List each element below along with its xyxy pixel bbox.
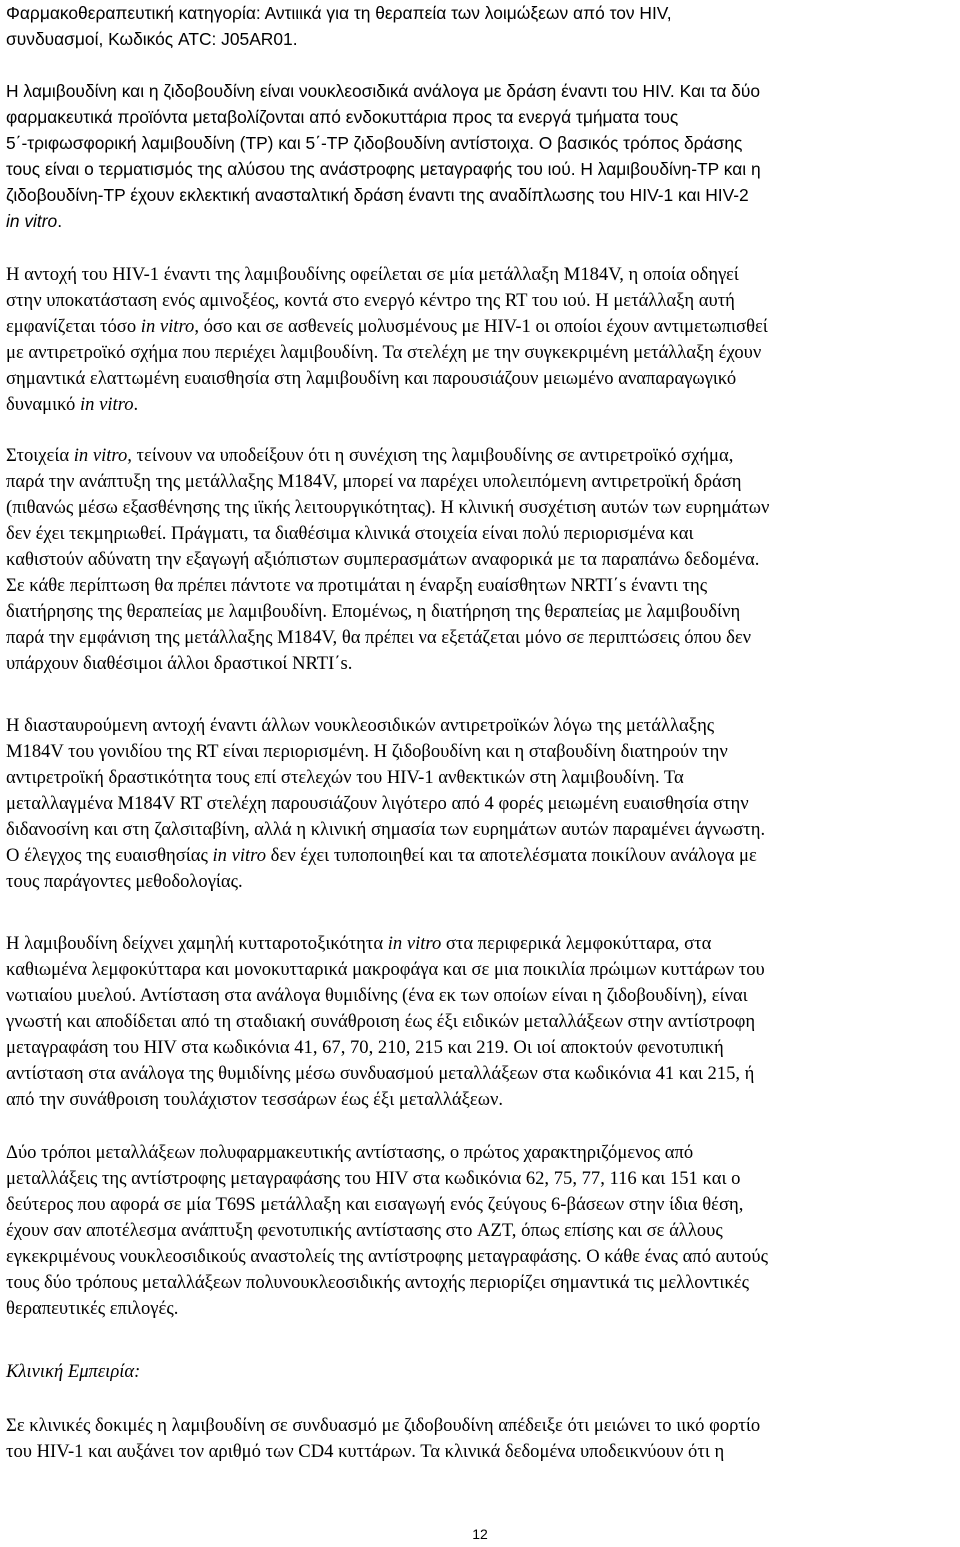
text-run: διδανοσίνη και στη ζαλσιταβίνη, αλλά η κλινική σημασία των ευρημάτων αυτών παραμένει άγνωστη. <box>6 819 766 840</box>
paragraph-resistance-m184v <box>6 262 954 418</box>
text-line <box>6 1166 954 1192</box>
text-run: θεραπευτικές επιλογές. <box>6 1298 179 1319</box>
paragraph-multidrug-resistance <box>6 1140 954 1322</box>
text-run: 5΄-τριφωσφορική λαμιβουδίνη (TP) και 5΄-TP ζιδοβουδίνη αντίστοιχα. Ο βασικός τρόπος δράσης <box>6 133 743 153</box>
italic-text-run: in vitro <box>80 394 134 415</box>
text-line <box>6 26 954 52</box>
text-run: στην υποκατάσταση ενός αμινοξέος, κοντά στο ενεργό κέντρο της RT του ιού. Η μετάλλαξη αυτή <box>6 290 735 311</box>
text-line <box>6 573 954 599</box>
text-line <box>6 314 954 340</box>
text-run: παρά την ανάπτυξη της μετάλλαξης M184V, μπορεί να παρέχει υπολειπόμενη αντιρετροϊκή δράση <box>6 471 742 492</box>
text-line <box>6 78 954 104</box>
text-run: Η διασταυρούμενη αντοχή έναντι άλλων νουκλεοσιδικών αντιρετροϊκών λόγω της μετάλλαξης <box>6 715 715 736</box>
text-run: Σε κάθε περίπτωση θα πρέπει πάντοτε να προτιμάται η έναρξη ευαίσθητων NRTI΄s έναντι της <box>6 575 708 596</box>
text-line <box>6 651 954 677</box>
text-line <box>6 0 954 26</box>
text-run: δεν έχει τυποποιηθεί και τα αποτελέσματα ποικίλουν ανάλογα με <box>266 845 757 866</box>
text-line <box>6 1413 954 1439</box>
text-line <box>6 443 954 469</box>
text-line <box>6 599 954 625</box>
text-line <box>6 957 954 983</box>
text-run: σημαντικά ελαττωμένη ευαισθησία στη λαμιβουδίνη και παρουσιάζουν μειωμένο αναπαραγωγικό <box>6 368 737 389</box>
text-run: Η αντοχή του HIV-1 έναντι της λαμιβουδίνης οφείλεται σε μία μετάλλαξη M184V, η οποία οδηγεί <box>6 264 739 285</box>
text-line <box>6 521 954 547</box>
text-line <box>6 791 954 817</box>
text-run: μεταλλάξεις της αντίστροφης μεταγραφάσης του HIV στα κωδικόνια 62, 75, 77, 116 και 151 και ο <box>6 1168 741 1189</box>
text-run: αντιρετροϊκή δραστικότητα τους επί στελεχών του HIV-1 ανθεκτικών στη λαμιβουδίνη. Τα <box>6 767 684 788</box>
text-line <box>6 495 954 521</box>
text-run: Ο έλεγχος της ευαισθησίας <box>6 845 213 866</box>
text-run: δυναμικό <box>6 394 80 415</box>
text-run: Στοιχεία <box>6 445 74 466</box>
italic-text-run: in vitro <box>387 933 442 954</box>
text-line <box>6 1192 954 1218</box>
text-line <box>6 1087 954 1113</box>
text-run: τους είναι ο τερματισμός της αλύσου της ανάστροφης μεταγραφής του ιού. Η λαμιβουδίνη-TP και η <box>6 159 761 179</box>
text-line <box>6 1218 954 1244</box>
text-run: τους παράγοντες μεθοδολογίας. <box>6 871 243 892</box>
text-line <box>6 156 954 182</box>
text-line <box>6 931 954 957</box>
text-run: φαρμακευτικά προϊόντα μεταβολίζονται από ενδοκυττάρια προς τα ενεργά τμήματα τους <box>6 107 679 127</box>
text-run: δεν έχει τεκμηριωθεί. Πράγματι, τα διαθέσιμα κλινικά στοιχεία είναι πολύ περιορισμένα και <box>6 523 694 544</box>
text-run: . <box>57 211 63 231</box>
text-line <box>6 366 954 392</box>
page-number: 12 <box>472 1526 488 1542</box>
text-run: Φαρμακοθεραπευτική κατηγορία: Αντιιικά για τη θεραπεία των λοιμώξεων από τον HIV, <box>6 3 672 23</box>
text-run: αντίσταση στα ανάλογα της θυμιδίνης μέσω συνδυασμού μεταλλάξεων στα κωδικόνια 41 και 215, ή <box>6 1063 755 1084</box>
text-line <box>6 1140 954 1166</box>
text-run: Σε κλινικές δοκιμές η λαμιβουδίνη σε συνδυασμό με ζιδοβουδίνη απέδειξε ότι μειώνει το ιικό φορτίο <box>6 1415 761 1436</box>
text-run: στα περιφερικά λεμφοκύτταρα, στα <box>441 933 712 954</box>
text-line <box>6 1244 954 1270</box>
text-run: μεταλλαγμένα M184V RT στελέχη παρουσιάζουν λιγότερο από 4 φορές μειωμένη ευαισθησία στην <box>6 793 749 814</box>
paragraph-cytotoxicity <box>6 931 954 1113</box>
text-line <box>6 625 954 651</box>
text-line <box>6 1296 954 1322</box>
text-line <box>6 1035 954 1061</box>
text-run: παρά την εμφάνιση της μετάλλαξης M184V, θα πρέπει να εξετάζεται μόνο σε περιπτώσεις όπου δεν <box>6 627 752 648</box>
text-run: δεύτερος που αφορά σε μία T69S μετάλλαξη και εισαγωγή ενός ζεύγους 6-βάσεων στην ίδια θέση, <box>6 1194 744 1215</box>
text-line <box>6 104 954 130</box>
text-run: (πιθανώς μέσω εξασθένησης της ιϊκής λειτουργικότητας). Η κλινική συσχέτιση αυτών των ευρημάτων <box>6 497 770 518</box>
text-run: υπάρχουν διαθέσιμοι άλλοι δραστικοί NRTI΄s. <box>6 653 353 674</box>
paragraph-pharmacotherapeutic-category <box>6 0 954 52</box>
text-line <box>6 340 954 366</box>
text-line <box>6 765 954 791</box>
text-line <box>6 262 954 288</box>
text-run: ζιδοβουδίνη-TP έχουν εκλεκτική ανασταλτική δράση έναντι της αναδίπλωσης του HIV-1 και HIV-2 <box>6 185 749 205</box>
text-run: εγκεκριμένους νουκλεοσιδικούς αναστολείς της αντίστροφης μεταγραφάσης. Ο κάθε ένας από αυτούς <box>6 1246 768 1267</box>
text-run: M184V του γονιδίου της RT είναι περιορισμένη. Η ζιδοβουδίνη και η σταβουδίνη διατηρούν την <box>6 741 728 762</box>
paragraph-in-vitro-evidence <box>6 443 954 677</box>
text-line <box>6 1009 954 1035</box>
text-line <box>6 1270 954 1296</box>
text-line <box>6 288 954 314</box>
text-line <box>6 983 954 1009</box>
text-run: γνωστή και αποδίδεται από τη σταδιακή συνάθροιση έως έξι ειδικών μεταλλάξεων στην αντίστροφη <box>6 1011 756 1032</box>
text-run: Η λαμιβουδίνη δείχνει χαμηλή κυτταροτοξικότητα <box>6 933 388 954</box>
italic-text-run: in vitro <box>212 845 267 866</box>
text-run: τους δύο τρόπους μεταλλάξεων πολυνουκλεοσιδικής αντοχής περιορίζει σημαντικά τις μελλοντικές <box>6 1272 749 1293</box>
text-line <box>6 208 954 234</box>
paragraph-cross-resistance <box>6 713 954 895</box>
text-run: καθιωμένα λεμφοκύτταρα και μονοκυτταρικά μακροφάγα και σε μια ποικιλία πρώιμων κυττάρων του <box>6 959 765 980</box>
text-run: συνδυασμοί, Κωδικός ATC: J05AR01. <box>6 29 298 49</box>
text-run: με αντιρετροϊκό σχήμα που περιέχει λαμιβουδίνη. Τα στελέχη με την συγκεκριμένη μετάλλαξη έχουν <box>6 342 762 363</box>
text-line <box>6 1439 954 1465</box>
text-run: έχουν σαν αποτέλεσμα ανάπτυξη φενοτυπικής αντίστασης στο AZT, όπως επίσης και σε άλλους <box>6 1220 723 1241</box>
text-line <box>6 739 954 765</box>
italic-text-run: in vitro <box>140 316 195 337</box>
paragraph-mechanism-of-action <box>6 78 954 234</box>
text-line <box>6 713 954 739</box>
text-run: τείνουν να υποδείξουν ότι η συνέχιση της λαμιβουδίνης σε αντιρετροϊκό σχήμα, <box>131 445 734 466</box>
text-line <box>6 182 954 208</box>
text-line <box>6 869 954 895</box>
text-run: του HIV-1 και αυξάνει τον αριθμό των CD4 κυττάρων. Τα κλινικά δεδομένα υποδεικνύουν ότι η <box>6 1441 725 1462</box>
text-run: , όσο και σε ασθενείς μολυσμένους με HIV-1 οι οποίοι έχουν αντιμετωπισθεί <box>194 316 768 337</box>
text-line <box>6 843 954 869</box>
text-run: . <box>133 394 139 415</box>
text-run: νωτιαίου μυελού. Αντίσταση στα ανάλογα θυμιδίνης (ένα εκ των οποίων είναι η ζιδοβουδίνη), είναι <box>6 985 748 1006</box>
paragraph-clinical-experience <box>6 1413 954 1465</box>
text-line <box>6 547 954 573</box>
text-run: Η λαμιβουδίνη και η ζιδοβουδίνη είναι νουκλεοσιδικά ανάλογα με δράση έναντι του HIV. Και τα δύο <box>6 81 761 101</box>
italic-text-run: Κλινική Εμπειρία: <box>6 1361 141 1382</box>
text-run: διατήρησης της θεραπείας με λαμιβουδίνη. Επομένως, η διατήρηση της θεραπείας με λαμιβουδίνη <box>6 601 741 622</box>
text-line <box>6 469 954 495</box>
clinical-experience-heading <box>6 1359 954 1385</box>
italic-text-run: in vitro, <box>73 445 132 466</box>
text-run: εμφανίζεται τόσο <box>6 316 141 337</box>
text-line <box>6 817 954 843</box>
text-line <box>6 1359 954 1385</box>
text-line <box>6 130 954 156</box>
text-line <box>6 1061 954 1087</box>
text-run: από την συνάθροιση τουλάχιστον τεσσάρων έως έξι μεταλλάξεων. <box>6 1089 504 1110</box>
text-line <box>6 392 954 418</box>
text-run: καθιστούν αδύνατη την εξαγωγή αξιόπιστων συμπερασμάτων αναφορικά με τα παραπάνω δεδομένα. <box>6 549 760 570</box>
text-run: μεταγραφάση του HIV στα κωδικόνια 41, 67, 70, 210, 215 και 219. Οι ιοί αποκτούν φενοτυπική <box>6 1037 724 1058</box>
text-run: Δύο τρόποι μεταλλάξεων πολυφαρμακευτικής αντίστασης, ο πρώτος χαρακτηριζόμενος από <box>6 1142 694 1163</box>
italic-text-run: in vitro <box>6 211 58 231</box>
